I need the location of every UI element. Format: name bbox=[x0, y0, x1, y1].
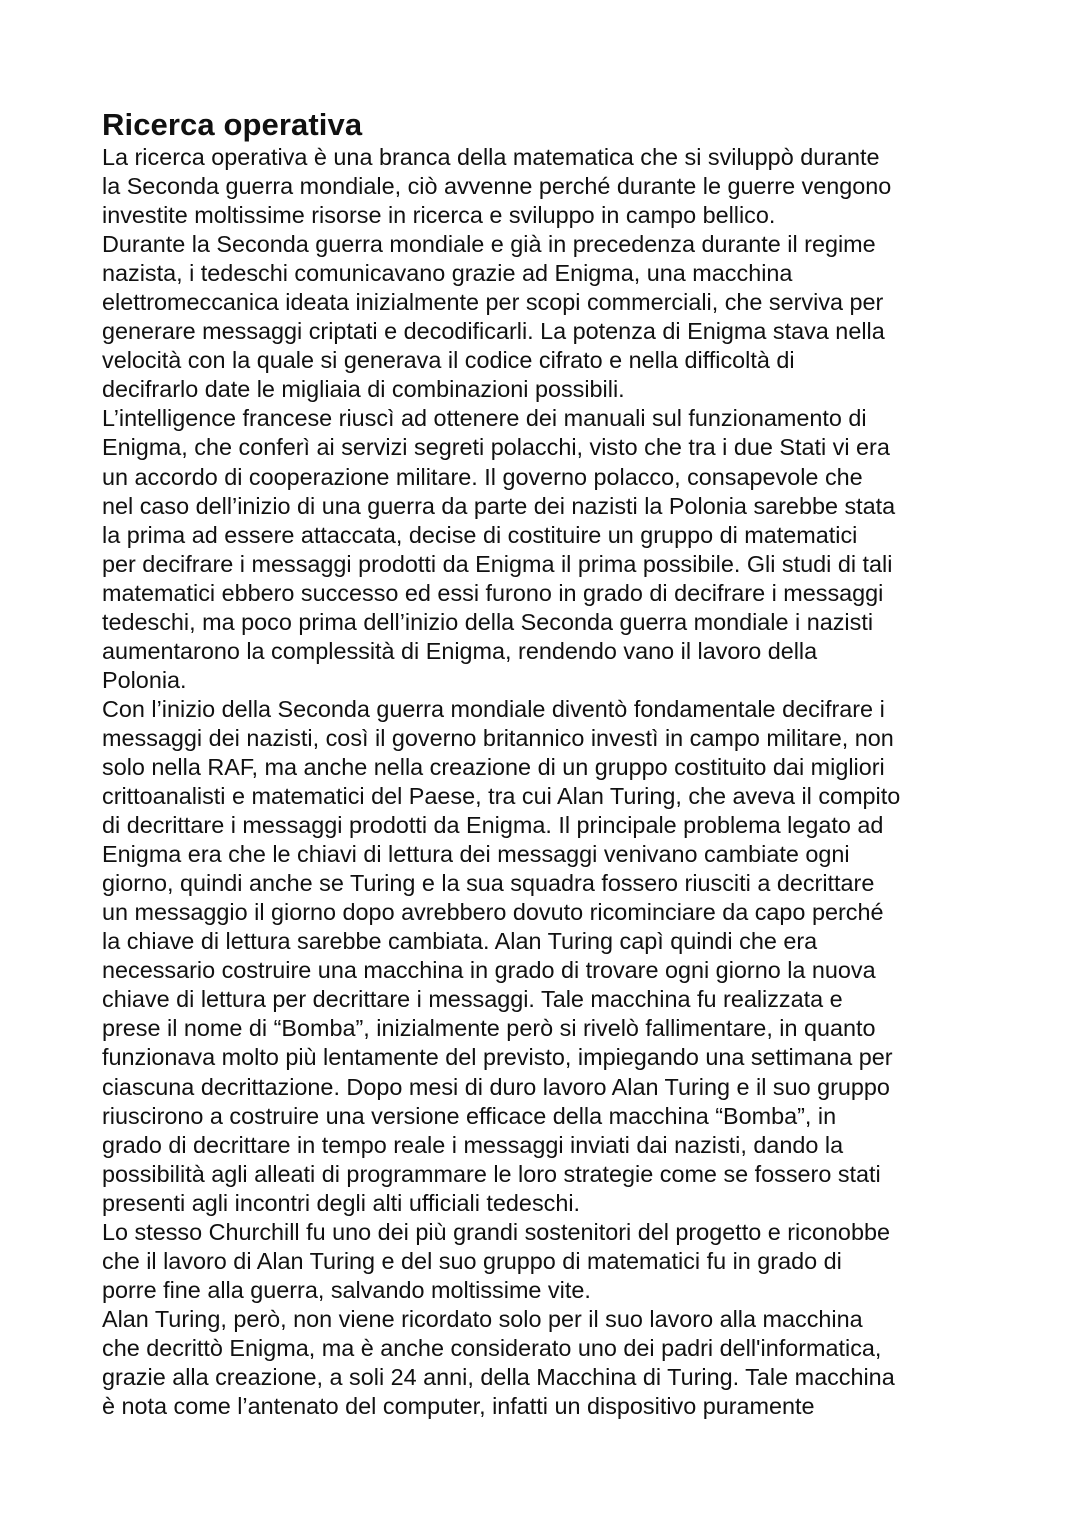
text-line: funzionava molto più lentamente del previsto, impiegando una settimana per bbox=[102, 1044, 893, 1071]
text-line: ciascuna decrittazione. Dopo mesi di duro lavoro Alan Turing e il suo gruppo bbox=[102, 1073, 890, 1100]
text-line: è nota come l’antenato del computer, infatti un dispositivo puramente bbox=[102, 1393, 815, 1420]
text-line: decifrarlo date le migliaia di combinazioni possibili. bbox=[102, 376, 625, 403]
paragraph bbox=[102, 1305, 1002, 1421]
text-line: grazie alla creazione, a soli 24 anni, della Macchina di Turing. Tale macchina bbox=[102, 1363, 895, 1390]
text-line: prese il nome di “Bomba”, inizialmente però si rivelò fallimentare, in quanto bbox=[102, 1015, 876, 1042]
text-line: solo nella RAF, ma anche nella creazione di un gruppo costituito dai migliori bbox=[102, 753, 885, 780]
text-line: la chiave di lettura sarebbe cambiata. Alan Turing capì quindi che era bbox=[102, 928, 818, 955]
document-body bbox=[102, 143, 1002, 1421]
text-line: per decifrare i messaggi prodotti da Enigma il prima possibile. Gli studi di tali bbox=[102, 550, 893, 577]
text-line: che il lavoro di Alan Turing e del suo gruppo di matematici fu in grado di bbox=[102, 1247, 842, 1274]
text-line: riuscirono a costruire una versione efficace della macchina “Bomba”, in bbox=[102, 1102, 837, 1129]
text-line: Alan Turing, però, non viene ricordato solo per il suo lavoro alla macchina bbox=[102, 1305, 863, 1332]
text-line: di decrittare i messaggi prodotti da Enigma. Il principale problema legato ad bbox=[102, 812, 884, 839]
text-line: la prima ad essere attaccata, decise di costituire un gruppo di matematici bbox=[102, 521, 858, 548]
text-line: un accordo di cooperazione militare. Il governo polacco, consapevole che bbox=[102, 463, 863, 490]
text-line: che decrittò Enigma, ma è anche considerato uno dei padri dell'informatica, bbox=[102, 1334, 882, 1361]
text-line: Enigma era che le chiavi di lettura dei messaggi venivano cambiate ogni bbox=[102, 841, 850, 868]
text-line: necessario costruire una macchina in grado di trovare ogni giorno la nuova bbox=[102, 957, 876, 984]
text-line: possibilità agli alleati di programmare le loro strategie come se fossero stati bbox=[102, 1160, 881, 1187]
paragraph bbox=[102, 143, 1002, 230]
text-line: tedeschi, ma poco prima dell’inizio della Seconda guerra mondiale i nazisti bbox=[102, 608, 874, 635]
text-line: Lo stesso Churchill fu uno dei più grandi sostenitori del progetto e riconobbe bbox=[102, 1218, 890, 1245]
text-line: matematici ebbero successo ed essi furono in grado di decifrare i messaggi bbox=[102, 579, 884, 606]
text-line: L’intelligence francese riuscì ad ottenere dei manuali sul funzionamento di bbox=[102, 405, 867, 432]
text-line: grado di decrittare in tempo reale i messaggi inviati dai nazisti, dando la bbox=[102, 1131, 844, 1158]
text-line: elettromeccanica ideata inizialmente per scopi commerciali, che serviva per bbox=[102, 289, 884, 316]
text-line: un messaggio il giorno dopo avrebbero dovuto ricominciare da capo perché bbox=[102, 899, 884, 926]
text-line: investite moltissime risorse in ricerca e sviluppo in campo bellico. bbox=[102, 202, 776, 229]
text-line: messaggi dei nazisti, così il governo britannico investì in campo militare, non bbox=[102, 724, 894, 751]
text-line: presenti agli incontri degli alti ufficiali tedeschi. bbox=[102, 1189, 581, 1216]
paragraph bbox=[102, 1218, 1002, 1305]
text-line: porre fine alla guerra, salvando moltissime vite. bbox=[102, 1276, 591, 1303]
document-title: Ricerca operativa bbox=[102, 107, 363, 142]
text-line: aumentarono la complessità di Enigma, rendendo vano il lavoro della bbox=[102, 637, 818, 664]
text-line: giorno, quindi anche se Turing e la sua squadra fossero riusciti a decrittare bbox=[102, 870, 875, 897]
text-line: generare messaggi criptati e decodificarli. La potenza di Enigma stava nella bbox=[102, 318, 885, 345]
text-line: Durante la Seconda guerra mondiale e già in precedenza durante il regime bbox=[102, 231, 876, 258]
document-page bbox=[102, 108, 1002, 1421]
paragraph bbox=[102, 230, 1002, 404]
text-line: Enigma, che conferì ai servizi segreti polacchi, visto che tra i due Stati vi era bbox=[102, 434, 890, 461]
text-line: Polonia. bbox=[102, 666, 187, 693]
text-line: nel caso dell’inizio di una guerra da parte dei nazisti la Polonia sarebbe stata bbox=[102, 492, 896, 519]
paragraph bbox=[102, 695, 1002, 1218]
text-line: chiave di lettura per decrittare i messaggi. Tale macchina fu realizzata e bbox=[102, 986, 843, 1013]
text-line: velocità con la quale si generava il codice cifrato e nella difficoltà di bbox=[102, 347, 795, 374]
text-line: La ricerca operativa è una branca della matematica che si sviluppò durante bbox=[102, 144, 880, 170]
text-line: Con l’inizio della Seconda guerra mondiale diventò fondamentale decifrare i bbox=[102, 695, 885, 722]
text-line: la Seconda guerra mondiale, ciò avvenne perché durante le guerre vengono bbox=[102, 173, 892, 200]
paragraph bbox=[102, 404, 1002, 694]
text-line: nazista, i tedeschi comunicavano grazie ad Enigma, una macchina bbox=[102, 260, 793, 287]
text-line: crittoanalisti e matematici del Paese, tra cui Alan Turing, che aveva il compito bbox=[102, 783, 901, 810]
